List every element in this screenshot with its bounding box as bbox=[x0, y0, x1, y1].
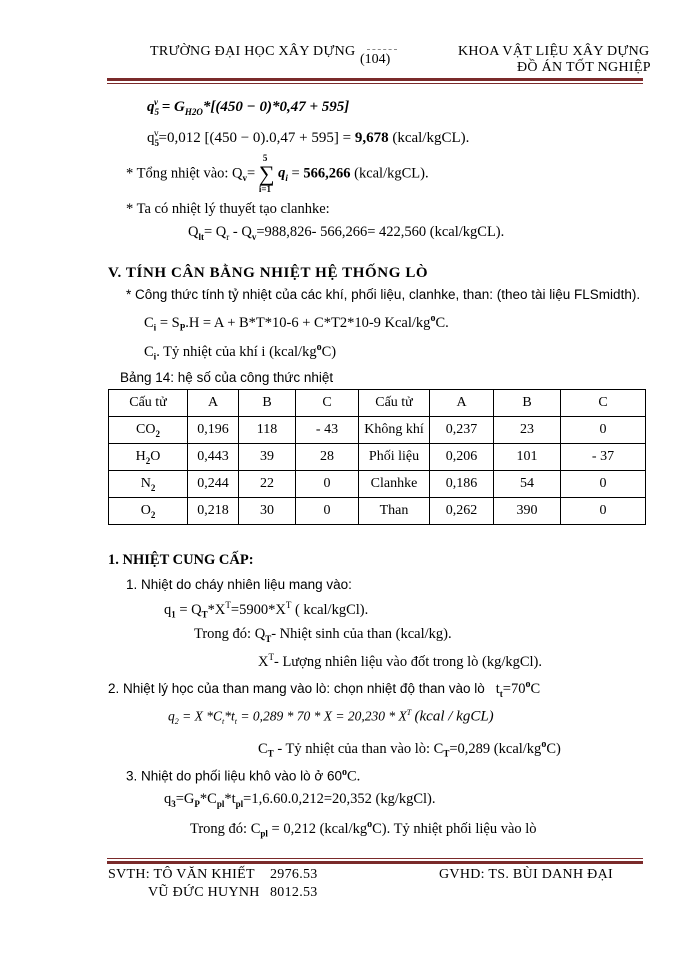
q5-calculation: $q_5^v=0,012$ [(450 − 0).0,47 + 595] = 9,678 (kcal/kgCL). bbox=[147, 128, 470, 148]
table-cell: $H_2O$ bbox=[109, 444, 188, 471]
table-cell: $CO_2$ bbox=[109, 417, 188, 444]
table-caption: Bảng 14: hệ số của công thức nhiệt bbox=[120, 370, 334, 385]
footer-student-1-id: 2976.53 bbox=[270, 867, 318, 882]
table-cell: 0,244 bbox=[188, 471, 239, 498]
item-2: 2. Nhiệt lý học của than mang vào lò: chọn nhiệt độ than vào lò $t_t=70^oC$ bbox=[108, 679, 541, 699]
table-cell: 0 bbox=[561, 417, 646, 444]
specific-heat-formula: $C_i = S_P.H = A + B*T*10-6 + C*T2*10-9$ Kcal/$kg^oC$. bbox=[144, 313, 449, 333]
table-cell: 39 bbox=[239, 444, 296, 471]
table-cell: 23 bbox=[494, 417, 561, 444]
table-cell: $N_2$ bbox=[109, 471, 188, 498]
ci-definition: $C_i$. Tỷ nhiệt của khí i $(kcal/kg^oC)$ bbox=[144, 342, 337, 362]
footer-advisor: GVHD: TS. BÙI DANH ĐẠI bbox=[439, 867, 613, 882]
item-1: 1. Nhiệt do cháy nhiên liệu mang vào: bbox=[126, 577, 352, 592]
table-header-row bbox=[109, 390, 646, 417]
item-2-ct-definition: $C_T$ - Tỷ nhiệt của than vào lò: $C_T=0,289$ $(kcal/kg^oC)$ bbox=[258, 739, 561, 759]
table-cell: Không khí bbox=[359, 417, 430, 444]
header-cell: Cấu tử bbox=[109, 390, 188, 417]
section-1-title: 1. NHIỆT CUNG CẤP: bbox=[108, 552, 254, 568]
table-cell: Phối liệu bbox=[359, 444, 430, 471]
table-cell: 54 bbox=[494, 471, 561, 498]
header-school: TRƯỜNG ĐẠI HỌC XÂY DỰNG bbox=[150, 44, 356, 59]
table-cell: 0 bbox=[561, 471, 646, 498]
table-row bbox=[109, 471, 646, 498]
header-rule bbox=[107, 78, 643, 81]
theory-equation: $Q_{lt}= Q_r - Q_v=988,826-$ 566,266= 422,560 (kcal/kgCL). bbox=[188, 224, 505, 242]
table-cell: Than bbox=[359, 498, 430, 525]
footer-rule-thin bbox=[107, 858, 643, 859]
table-row bbox=[109, 417, 646, 444]
table-cell: 101 bbox=[494, 444, 561, 471]
header-rule-thin bbox=[107, 83, 643, 84]
table-cell: 118 bbox=[239, 417, 296, 444]
table-cell: Clanhke bbox=[359, 471, 430, 498]
header-cell: C bbox=[561, 390, 646, 417]
formula-intro: * Công thức tính tỷ nhiệt của các khí, phối liệu, clanhke, than: (theo tài liệu FLSmidth). bbox=[126, 287, 641, 302]
table-row bbox=[109, 498, 646, 525]
item-1-where: Trong đó: $Q_T-$ Nhiệt sinh của than (kcal/kg). bbox=[194, 626, 452, 644]
table-cell: 0 bbox=[296, 498, 359, 525]
q5-formula: $q_5^v = G_{H2O}*[(450 - 0)*0,47 + 595]$ bbox=[147, 97, 350, 117]
item-1-x-definition: $X^T-$ Lượng nhiên liệu vào đốt trong lò (kg/kgCl). bbox=[258, 652, 543, 670]
total-heat-in: * Tổng nhiệt vào: $Q_v=$ ∑ 5 i=1 $q_i = 566,266$ (kcal/kgCL). bbox=[126, 153, 429, 194]
section-v-title: V. TÍNH CÂN BẰNG NHIỆT HỆ THỐNG LÒ bbox=[108, 265, 429, 281]
table-cell: 0,206 bbox=[430, 444, 494, 471]
table-cell: 0,237 bbox=[430, 417, 494, 444]
footer-student-1: SVTH: TÔ VĂN KHIẾT bbox=[108, 867, 255, 882]
page-number: (104) bbox=[360, 52, 391, 67]
table-cell: 0 bbox=[561, 498, 646, 525]
table-cell: 0,186 bbox=[430, 471, 494, 498]
table-cell: 0 bbox=[296, 471, 359, 498]
header-project: ĐỒ ÁN TỐT NGHIỆP bbox=[517, 60, 651, 75]
theory-intro: * Ta có nhiệt lý thuyết tạo clanhke: bbox=[126, 201, 330, 217]
header-cell: C bbox=[296, 390, 359, 417]
item-3-equation: $q_3=G_P*C_{pl}*t_{pl}=1,6.60.0,212=20,352$ (kg/kgCl). bbox=[164, 791, 436, 809]
table-cell: 390 bbox=[494, 498, 561, 525]
table-cell: 30 bbox=[239, 498, 296, 525]
coefficient-table bbox=[108, 389, 646, 525]
item-2-equation: $q_2 = X$ $*C_t*t_t = 0,289 * 70 * X = 20,230 * X^T$ (kcal / kgCL) bbox=[168, 708, 494, 727]
header-cell: B bbox=[494, 390, 561, 417]
item-1-equation: $q_1 = Q_T*X^T=5900*X^T$ ( kcal/kgCl). bbox=[164, 600, 369, 620]
table-cell: 22 bbox=[239, 471, 296, 498]
table-cell: 0,196 bbox=[188, 417, 239, 444]
header-cell: Cấu tử bbox=[359, 390, 430, 417]
table-cell: 0,218 bbox=[188, 498, 239, 525]
header-faculty: KHOA VẬT LIỆU XÂY DỰNG bbox=[458, 44, 650, 59]
item-3: 3. Nhiệt do phối liệu khô vào lò ở 60$^o$C. bbox=[126, 767, 361, 785]
header-cell: A bbox=[430, 390, 494, 417]
table-cell: - 43 bbox=[296, 417, 359, 444]
header-cell: A bbox=[188, 390, 239, 417]
footer-rule bbox=[107, 861, 643, 864]
item-3-where: Trong đó: $C_{pl} = 0,212$ $(kcal/kg^oC)$. Tỷ nhiệt phối liệu vào lò bbox=[190, 819, 537, 839]
table-cell: 0,262 bbox=[430, 498, 494, 525]
table-row bbox=[109, 444, 646, 471]
footer-student-2: VŨ ĐỨC HUYNH bbox=[148, 885, 260, 900]
page-number-rule bbox=[367, 49, 397, 51]
table-cell: - 37 bbox=[561, 444, 646, 471]
table-cell: 28 bbox=[296, 444, 359, 471]
table-cell: $O_2$ bbox=[109, 498, 188, 525]
footer-student-2-id: 8012.53 bbox=[270, 885, 318, 900]
table-cell: 0,443 bbox=[188, 444, 239, 471]
header-cell: B bbox=[239, 390, 296, 417]
